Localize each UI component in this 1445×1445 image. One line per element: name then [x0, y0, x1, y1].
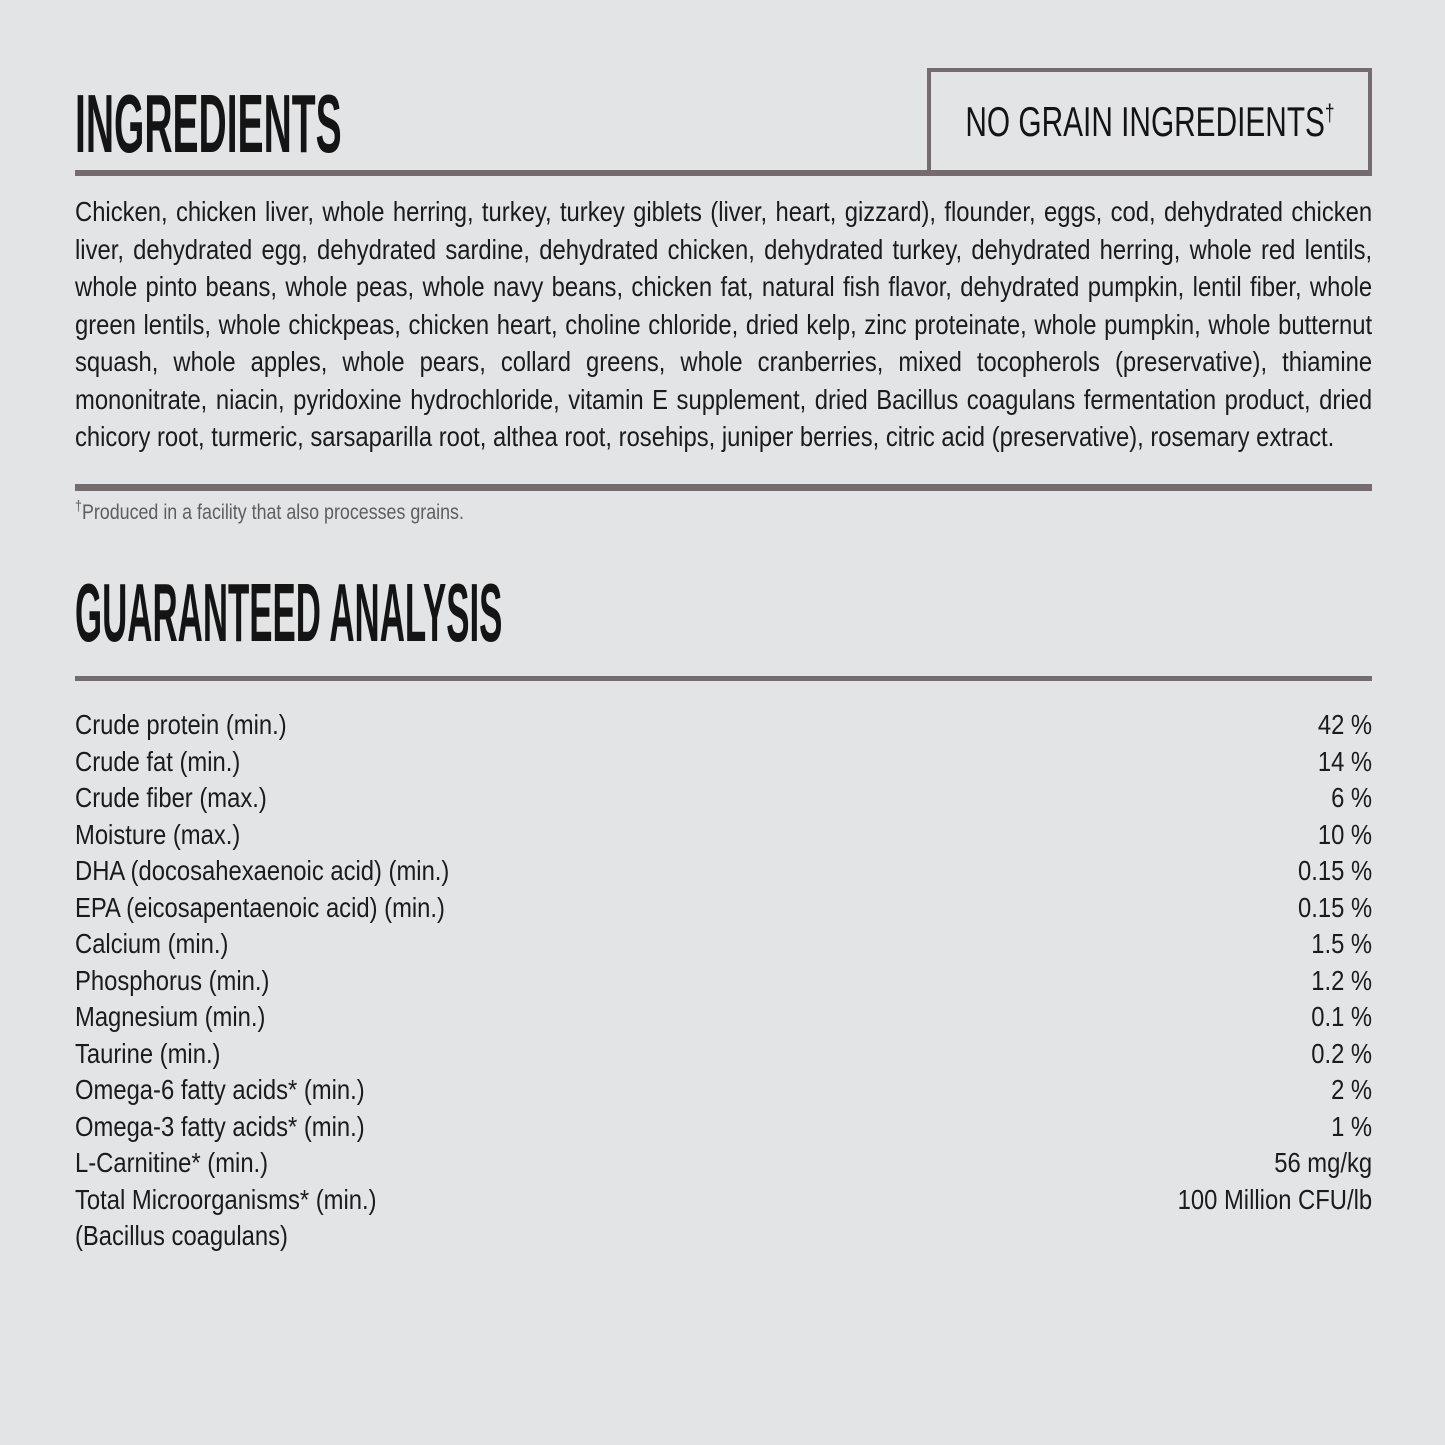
footnote-dagger: †: [75, 498, 82, 515]
analysis-value: 0.15 %: [1298, 855, 1373, 887]
analysis-label: Omega-3 fatty acids* (min.): [75, 1110, 365, 1142]
ingredients-footnote: [75, 499, 1372, 526]
analysis-row: [75, 1145, 1372, 1182]
analysis-row: [75, 853, 1372, 890]
analysis-value: 14 %: [1317, 745, 1373, 777]
analysis-row: [75, 890, 1372, 927]
analysis-value: 56 mg/kg: [1274, 1147, 1373, 1179]
analysis-value: 1.2 %: [1311, 964, 1373, 996]
no-grain-badge-label: NO GRAIN INGREDIENTS: [964, 98, 1325, 145]
analysis-table: [75, 707, 1372, 1255]
analysis-row: [75, 1182, 1372, 1219]
analysis-row: [75, 1109, 1372, 1146]
analysis-label: Calcium (min.): [75, 928, 229, 960]
analysis-value: 2 %: [1331, 1074, 1373, 1106]
analysis-row: [75, 963, 1372, 1000]
ingredients-title-wrap: [75, 77, 642, 171]
analysis-label: Omega-6 fatty acids* (min.): [75, 1074, 365, 1106]
analysis-value: 42 %: [1317, 709, 1373, 741]
footnote-rule: [75, 484, 1372, 491]
guaranteed-analysis-title-wrap: [75, 565, 1372, 659]
analysis-row: [75, 1072, 1372, 1109]
analysis-row: [75, 1218, 1372, 1255]
analysis-row: [75, 999, 1372, 1036]
analysis-label: EPA (eicosapentaenoic acid) (min.): [75, 891, 445, 923]
analysis-label: Magnesium (min.): [75, 1001, 266, 1033]
analysis-row: [75, 780, 1372, 817]
ingredients-body: Chicken, chicken liver, whole herring, turkey, turkey giblets (liver, heart, gizzard), flounder, eggs, cod, dehydrated chicken liver, dehydrated egg, dehydrated sardine, dehydrated chicken, dehydrated turkey, dehydrated herring, whole red lentils, whole pinto beans, whole peas, whole navy beans, chicken fat, natural fish flavor, dehydrated pumpkin, lentil fiber, whole green lentils, whole chickpeas, chicken heart, choline chloride, dried kelp, zinc proteinate, whole pumpkin, whole butternut squash, whole apples, whole pears, collard greens, whole cranberries, mixed tocopherols (preservative), thiamine mononitrate, niacin, pyridoxine hydrochloride, vitamin E supplement, dried Bacillus coagulans fermentation product, dried chicory root, turmeric, sarsaparilla root, althea root, rosehips, juniper berries, citric acid (preservative), rosemary extract.: [75, 196, 1373, 452]
analysis-label: DHA (docosahexaenoic acid) (min.): [75, 855, 450, 887]
analysis-label: Crude protein (min.): [75, 709, 287, 741]
guaranteed-analysis-title: GUARANTEED ANALYSIS: [75, 565, 503, 659]
analysis-value: 0.1 %: [1311, 1001, 1373, 1033]
analysis-label: Phosphorus (min.): [75, 964, 270, 996]
analysis-row: [75, 744, 1372, 781]
no-grain-badge: [927, 68, 1372, 176]
analysis-row: [75, 1036, 1372, 1073]
analysis-row: [75, 926, 1372, 963]
analysis-label: Taurine (min.): [75, 1037, 221, 1069]
no-grain-badge-text: [965, 98, 1334, 146]
analysis-label: Moisture (max.): [75, 818, 241, 850]
analysis-label: Crude fat (min.): [75, 745, 241, 777]
analysis-label: L-Carnitine* (min.): [75, 1147, 269, 1179]
ingredients-header: [75, 68, 1372, 170]
analysis-value: 0.15 %: [1298, 891, 1373, 923]
analysis-row: [75, 707, 1372, 744]
analysis-value: 0.2 %: [1311, 1037, 1373, 1069]
analysis-rule: [75, 676, 1372, 681]
analysis-value: 1.5 %: [1311, 928, 1373, 960]
analysis-row: [75, 817, 1372, 854]
analysis-value: 10 %: [1317, 818, 1373, 850]
footnote-text: Produced in a facility that also processes grains.: [81, 500, 464, 524]
ingredients-title: INGREDIENTS: [75, 77, 342, 171]
analysis-label: (Bacillus coagulans): [75, 1220, 288, 1252]
analysis-label: Total Microorganisms* (min.): [75, 1183, 377, 1215]
dagger-superscript: †: [1324, 100, 1335, 127]
analysis-value: 1 %: [1331, 1110, 1373, 1142]
analysis-value: 6 %: [1331, 782, 1373, 814]
analysis-label: Crude fiber (max.): [75, 782, 267, 814]
analysis-value: 100 Million CFU/lb: [1177, 1183, 1373, 1215]
